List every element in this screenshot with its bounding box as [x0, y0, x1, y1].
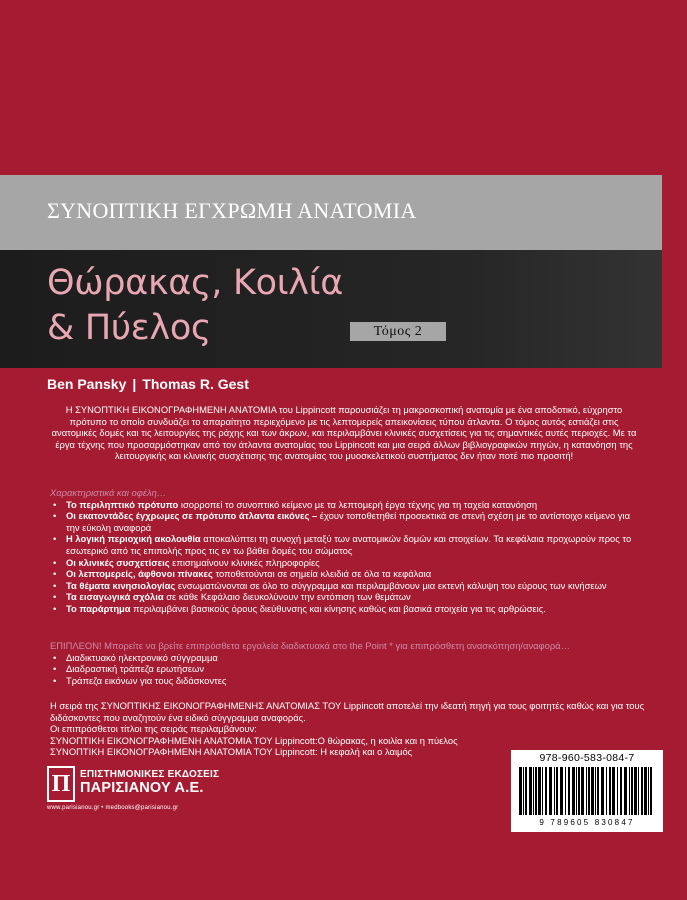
- barcode-digits: 9 789605 830847: [539, 818, 635, 827]
- list-item: [50, 499, 640, 511]
- list-item: [50, 533, 640, 556]
- feature-text: ενσωματώνονται σε όλο το σύγγραμμα και περιλαμβάνουν μια εκτενή κάλυψη του εύρους των κινήσεων: [175, 579, 607, 591]
- list-item: • Διαδραστική τράπεζα ερωτήσεων: [50, 663, 640, 675]
- outro-line: Οι επιπρόσθετοι τίτλοι της σειράς περιλαμβάνουν:: [50, 723, 257, 735]
- feature-bold: Τα εισαγωγικά σχόλια: [66, 591, 164, 603]
- author-2: Thomas R. Gest: [142, 376, 249, 392]
- publisher-line1: ΕΠΙΣΤΗΜΟΝΙΚΕΣ ΕΚΔΟΣΕΙΣ: [80, 769, 220, 780]
- series-title: ΣΥΝΟΠΤΙΚΗ ΕΓΧΡΩΜΗ ΑΝΑΤΟΜΙΑ: [47, 198, 417, 223]
- outro-line: ΣΥΝΟΠΤΙΚΗ ΕΙΚΟΝΟΓΡΑΦΗΜΕΝΗ ΑΝΑΤΟΜΙΑ ΤΟΥ Lippincott: Η κεφαλή και ο λαιμός: [50, 746, 413, 758]
- isbn-text: 978-960-583-084-7: [539, 752, 635, 764]
- publisher-name: ΠΑΡΙΣΙΑΝΟΥ Α.Ε.: [80, 780, 204, 796]
- list-item: [50, 603, 640, 615]
- list-item: • Διαδικτυακό ηλεκτρονικό σύγγραμμα: [50, 652, 640, 664]
- volume-label: Τόμος 2: [350, 322, 446, 341]
- publisher-emblem-icon: Π: [47, 766, 75, 802]
- author-separator: |: [132, 376, 137, 392]
- list-item: [50, 568, 640, 580]
- feature-bold: Οι λεπτομερείς, άφθονοι πίνακες: [66, 568, 213, 580]
- outro-line: ΣΥΝΟΠΤΙΚΗ ΕΙΚΟΝΟΓΡΑΦΗΜΕΝΗ ΑΝΑΤΟΜΙΑ ΤΟΥ Lippincott:Ο θώρακας, η κοιλία και η πύελος: [50, 734, 458, 746]
- feature-text: τοποθετούνται σε σημεία κλειδιά σε όλα τα κεφάλαια: [212, 568, 432, 580]
- extras-section: [50, 640, 640, 686]
- intro-paragraph: Η ΣΥΝΟΠΤΙΚΗ ΕΙΚΟΝΟΓΡΑΦΗΜΕΝΗ ΑΝΑΤΟΜΙΑ του Lippincott παρουσιάζει τη μακροσκοπική ανατομία με ένα αποδοτικό, εύχρηστο πρότυπο το οποίο συνδυάζει το απαραίτητο περιεχόμενο με τις λεπτομερείς απεικονίσεις τύπου άτλαντα. Ο τόμος αυτός εστιάζει στις ανατομικές δομές και τις λειτουργίες της ράχης και των άκρων, και περιλαμβάνει κλινικές συσχετίσεις για τις σημαντικές αυτές περιοχές. Με τα έργα τέχνης που προσαρμόστηκαν από τον άτλαντα ανατομίας του Lippincott και μια σειρά άλλων βιβλιογραφικών πηγών, η κατανόηση της λειτουργικής και κλινικής συσχέτισης της ανατομίας του μυοσκελετικού συστήματος δεν ήταν ποτέ πιο προσιτή!: [51, 404, 637, 462]
- publisher-website: www.parisianou.gr • medbooks@parisianou.gr: [47, 805, 179, 811]
- book-title-line2: & Πύελος: [47, 308, 212, 348]
- barcode-box: [511, 750, 663, 832]
- features-list: [50, 499, 640, 615]
- list-item: [50, 557, 640, 569]
- list-item: [50, 510, 640, 533]
- feature-bold: Τα θέματα κινησιολογίας: [66, 579, 176, 591]
- features-heading: Χαρακτηριστικά και οφέλη…: [50, 487, 167, 498]
- extras-heading: ΕΠΙΠΛΕΟΝ! Μπορείτε να βρείτε επιπρόσθετα εργαλεία διαδικτυακά στο the Point * για επιπρόσθετη ανασκόπηση/αναφορά…: [50, 640, 570, 651]
- feature-bold: Το περιληπτικό πρότυπο: [66, 498, 179, 510]
- barcode-icon: [517, 767, 657, 817]
- feature-bold: Οι εκατοντάδες έγχρωμες σε πρότυπο άτλαντα εικόνες –: [66, 510, 318, 522]
- feature-text: αποκαλύπτει τη συνοχή μεταξύ των ανατομικών δομών και στοιχείων. Τα κεφάλαια προχωρούν προς το εσωτερικό από τις επιπολής προς τις εν τω βάθει δομές του σώματος: [66, 533, 632, 556]
- authors: [47, 376, 249, 392]
- feature-bold: Οι κλινικές συσχετίσεις: [66, 556, 170, 568]
- feature-text: έχουν τοποθετηθεί προσεκτικά σε στενή σχέση με το αντίστοιχο κείμενο για την εύκολη αναφορά: [66, 510, 630, 533]
- feature-text: ισορροπεί το συνοπτικό κείμενο με τα λεπτομερή έργα τέχνης για τη ταχεία κατανόηση: [178, 498, 538, 510]
- feature-bold: Το παράρτημα: [66, 602, 131, 614]
- book-title-line1: Θώρακας, Κοιλία: [47, 263, 343, 303]
- extras-list: [50, 652, 640, 687]
- feature-text: σε κάθε Κεφάλαιο διευκολύνουν την εντόπιση των θεμάτων: [163, 591, 411, 603]
- feature-text: επισημαίνουν κλινικές πληροφορίες: [169, 556, 320, 568]
- list-item: • Τράπεζα εικόνων για τους διδάσκοντες: [50, 675, 640, 687]
- list-item: [50, 591, 640, 603]
- list-item: [50, 580, 640, 592]
- feature-text: περιλαμβάνει βασικούς όρους διεύθυνσης και κίνησης καθώς και βασικά στοιχεία για τις αρθρώσεις.: [130, 602, 546, 614]
- outro-line: Η σειρά της ΣΥΝΟΠΤΙΚΗΣ ΕΙΚΟΝΟΓΡΑΦΗΜΕΝΗΣ ΑΝΑΤΟΜΙΑΣ ΤΟΥ Lippincott αποτελεί την ιδεατή πηγή για τους φοιτητές καθώς και για τους διδάσκοντες που αναζητούν ένα ειδικό σύγγραμμα αναφοράς.: [50, 700, 645, 723]
- author-1: Ben Pansky: [47, 376, 127, 392]
- cover-top-band: [0, 0, 687, 175]
- feature-bold: Η λογική περιοχική ακολουθία: [66, 533, 201, 545]
- features-section: [50, 487, 640, 615]
